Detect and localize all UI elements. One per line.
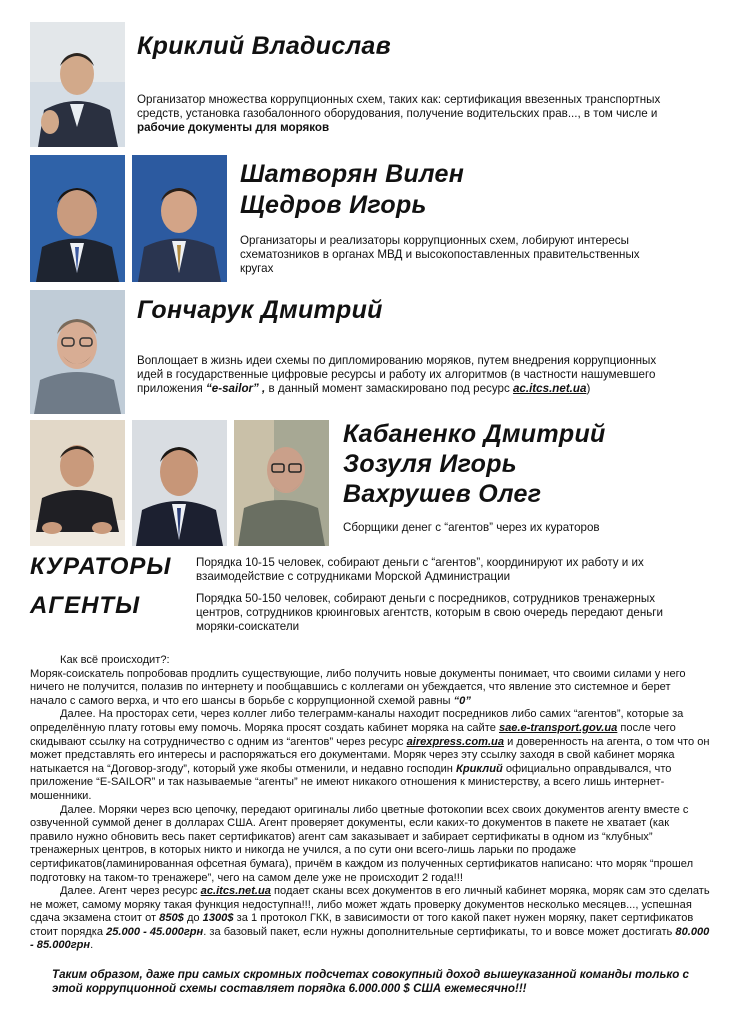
price-extra-package: 80.000 - 85.000грн: [30, 925, 710, 952]
body-para-4e: . за базовый пакет, если нужны дополнительные сертификаты, то и вовсе может достигать: [203, 925, 676, 938]
body-para-1-text: Моряк-соискатель попробовав продлить существующие, либо получить новые документы понимает, что своими силами у него ничего не получится, полазив по интернету и пообщавшись с коллегами он убеждается, что явление это системное и берет начало с самого верха, и что его шансы в борьбе с коррупционной схемой равны: [30, 667, 686, 707]
name-vakhrushev: Вахрушев Олег: [343, 480, 542, 508]
link-ac-itcs[interactable]: ac.itcs.net.ua: [512, 382, 587, 395]
body-text: [30, 654, 710, 953]
desc-kryklii: [137, 93, 667, 135]
conclusion: Таким образом, даже при самых скромных подсчетах совокупный доход вышеуказанной команды только с этой коррупционной схемы составляет порядка 6.000.000 $ США ежемесячно!!!: [52, 968, 689, 995]
portrait-kabanenko: [30, 420, 125, 546]
portrait-vakhrushev: [234, 420, 329, 546]
body-para-4a: Далее. Агент через ресурс: [60, 885, 201, 898]
agents-desc: Порядка 50-150 человек, собирают деньги с посредников, сотрудников тренажерных центров, сотрудников крюинговых агентств, которым в свою очередь передают деньги моряки-соискатели: [196, 592, 664, 633]
desc-kryklii-text: Организатор множества коррупционных схем, таких как: сертификация ввезенных транспортных средств, установка газобалонного оборудования, получение водительских прав..., в том числе и: [137, 93, 661, 120]
body-para-2: [30, 708, 710, 803]
curators-title: КУРАТОРЫ: [30, 553, 172, 580]
photo-goncharuk: [30, 290, 125, 414]
photo-zozulya: [132, 420, 227, 546]
link-ac-itcs-body[interactable]: ac.itcs.net.ua: [200, 885, 271, 898]
body-para-2d: официально оправдывался, что приложение “E-SAILOR” и так называемые “агенты” не имеют никакого отношения к министерству, а всего лишь интернет-мошенники.: [30, 762, 672, 802]
app-name-esailor: “e-sailor” ,: [206, 382, 266, 395]
desc-goncharuk: [137, 354, 667, 396]
body-para-4f: .: [90, 939, 94, 952]
body-question: Как всё происходит?:: [60, 654, 170, 666]
name-kabanenko: Кабаненко Дмитрий: [343, 420, 606, 448]
price-base-package: 25.000 - 45.000грн: [106, 925, 204, 938]
link-sae-e-transport[interactable]: sae.e-transport.gov.ua: [498, 721, 618, 734]
agents-title: АГЕНТЫ: [30, 592, 141, 619]
portrait-zozulya: [132, 420, 227, 546]
desc-goncharuk-text: Воплощает в жизнь идеи схемы по дипломированию моряков, путем внедрения коррупционных идей в государственные цифровые ресурсы и работу их алгоритмов (в частности нашумевшего приложения: [137, 354, 657, 395]
desc-goncharuk-mid: в данный момент замаскировано под ресурс: [265, 382, 513, 395]
desc-trio: Сборщики денег с “агентов” через их кураторов: [343, 521, 600, 534]
photo-vakhrushev: [234, 420, 329, 546]
body-para-2a: Далее. На просторах сети, через коллег либо телеграмм-каналы находит посредников либо самих “агентов”, которые за определённую плату готовы ему помочь. Моряка просят создать кабинет моряка на сайте: [30, 708, 684, 734]
body-para-4: [30, 885, 710, 953]
body-para-1: [30, 668, 710, 709]
price-850: 850$: [159, 912, 184, 925]
price-1300: 1300$: [202, 912, 234, 925]
body-para-4c: до: [183, 912, 203, 925]
portrait-kryklii: [30, 22, 125, 147]
name-shchedrov: Щедров Игорь: [240, 191, 427, 219]
body-para-3: Далее. Моряки через всю цепочку, передают оригиналы либо цветные фотокопии всех своих документов агенту вместе с озвученной суммой денег в долларах США. Агент проверяет документы, если каких-то документов в пакете не хватает (как правило нужно обновить весь пакет сертификатов) агент сам заказывает и забирает сертификаты в одном из “клубных” тренажерных центров, в которых никто и никогда не учился, а по сути они всего-лишь ларьки по продаже сертификатов(ламинированная офсетная бумага), причём в каждом из полученных сертификатов написано: что моряк “прошел подготовку на таком-то тренажере”, чего на самом деле уже не происходит 2 года!!!: [30, 803, 694, 884]
zero-chance: “0”: [453, 694, 471, 707]
desc-kryklii-bold: рабочие документы для моряков: [137, 121, 330, 134]
name-kryklii: Криклий Владислав: [137, 32, 392, 60]
curators-desc: Порядка 10-15 человек, собирают деньги с “агентов”, координируют их работу и их взаимодействие с сотрудниками Морской Администрации: [196, 556, 644, 583]
name-zozulya: Зозуля Игорь: [343, 450, 517, 478]
body-para-2b: после чего скидывают ссылку на сотрудничество с одним из “агентов” через ресурс: [30, 721, 676, 748]
name-shatvoryan: Шатворян Вилен: [240, 160, 465, 188]
desc-goncharuk-end: ): [586, 382, 591, 395]
name-kryklii-inline: Криклий: [456, 762, 503, 775]
body-para-4d: за 1 протокол ГКК, в зависимости от того какой пакет нужен моряку, пакет сертификатов стоит порядка: [30, 912, 694, 938]
body-para-4b: подает сканы всех документов в его личный кабинет моряка, моряк сам это сделать не может, самому моряку такая функция недоступна!!!, либо может ждать проверку документов несколько месяцев..., успешная сдача экзамена стоит от: [30, 885, 710, 925]
body-para-2c: и доверенность на агента, о том что он может представлять его интересы и распоряжаться его документами. Моряк через эту ссылку заходя в свой кабинет моряка натыкается на “Договор-згоду”, который уже якобы отменили, и недавно господин: [30, 735, 710, 775]
desc-pair: Организаторы и реализаторы коррупционных схем, лобируют интересы схематозников в органах МВД и высокопоставленных правительственных кругах: [240, 234, 640, 275]
link-airexpress[interactable]: airexpress.com.ua: [406, 735, 504, 748]
photo-shatvoryan: [30, 155, 125, 282]
photo-kabanenko: [30, 420, 125, 546]
photo-kryklii: [30, 22, 125, 147]
portrait-shatvoryan: [30, 155, 125, 282]
portrait-goncharuk: [30, 290, 125, 414]
name-goncharuk: Гончарук Дмитрий: [137, 296, 383, 324]
photo-shchedrov: [132, 155, 227, 282]
portrait-shchedrov: [132, 155, 227, 282]
